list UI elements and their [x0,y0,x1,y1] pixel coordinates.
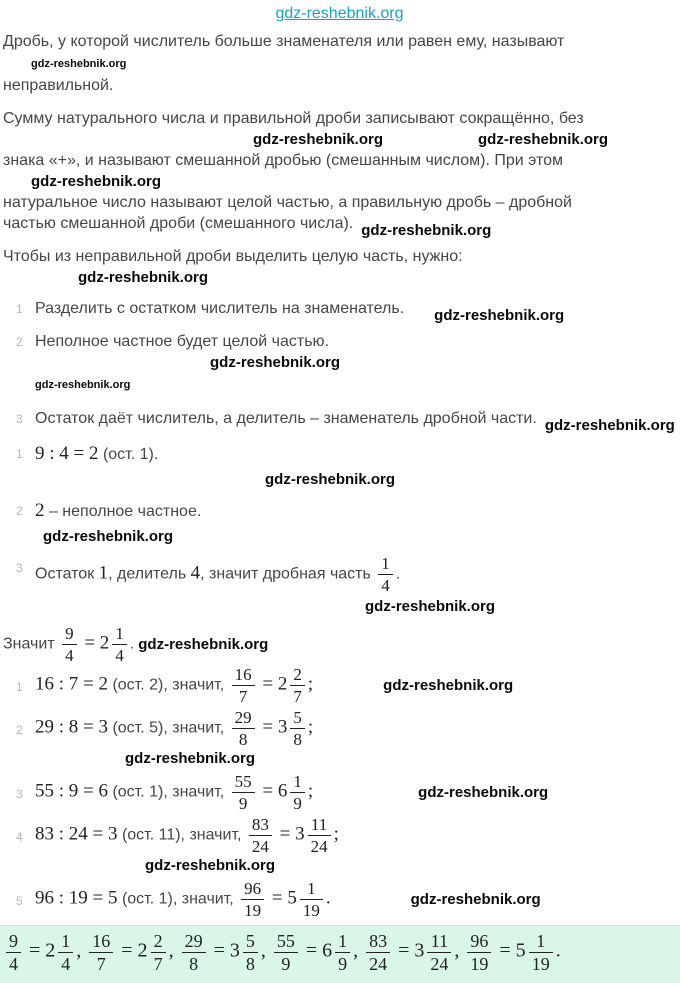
body-text: Остаток даёт числитель, а делитель – знаменатель дробной части. [35,410,537,427]
math-text: = 3 [257,716,288,738]
fraction-denominator: 4 [61,954,71,974]
watermark-text: gdz-reshebnik.org [544,417,675,434]
list-item [3,298,676,324]
watermark-text: gdz-reshebnik.org [434,307,565,324]
fraction [232,666,255,705]
body-text: (ост. 1), значит, [108,783,229,801]
fraction-numerator: 11 [427,932,451,953]
fraction-numerator: 2 [290,666,305,686]
fraction-denominator: 4 [65,646,74,665]
body-text: (ост. 5), значит, [108,719,229,737]
fraction-numerator: 9 [62,625,77,645]
body-text: (ост. 11), значит, [117,826,246,844]
text-line [3,192,676,213]
math-text: = 3 [274,823,305,845]
list-item-number: 2 [16,504,23,518]
list-item-content [35,441,676,492]
list-item-number: 3 [16,561,23,575]
text-line [35,524,676,549]
fraction-numerator: 1 [529,932,553,953]
math-text: 9 : 4 = 2 [35,443,99,464]
text-line [3,52,676,75]
math-text: = 3 [393,939,425,962]
example-9-divided-4 [3,441,676,619]
list-item [3,498,676,549]
fraction [62,625,77,664]
watermark-text: gdz-reshebnik.org [31,173,162,190]
math-text: 96 : 19 = 5 [35,887,118,909]
fraction-denominator: 8 [245,954,255,974]
text-line [35,352,676,373]
fraction-denominator: 24 [369,954,388,974]
fraction [274,932,298,973]
body-text: Дробь, у которой числитель больше знаменателя или равен ему, называют [3,33,565,50]
math-text: 83 : 24 = 3 [35,823,118,845]
text-line [35,408,676,434]
list-item-content [35,666,676,705]
text-line [3,267,676,288]
text-line [3,75,676,96]
fraction-numerator: 1 [378,555,393,575]
fraction [290,709,305,748]
list-item [3,880,676,919]
list-item [3,441,676,492]
watermark-text: gdz-reshebnik.org [31,58,127,70]
text-line [35,773,676,812]
fraction-numerator: 29 [232,709,255,729]
list-item [3,666,676,705]
math-text: = 3 [208,939,240,962]
fraction [151,932,166,973]
fraction [290,773,305,812]
text-line [3,150,676,171]
math-text: , [168,939,179,962]
fraction-numerator: 55 [232,773,255,793]
watermark-text: gdz-reshebnik.org [210,354,341,371]
text-line [35,555,676,594]
list-item-content [35,880,676,919]
math-text: , [76,939,87,962]
body-text: . [129,635,135,653]
how-to-extract-whole-part [3,246,676,288]
fraction-numerator: 55 [274,932,298,953]
list-item-number: 4 [16,830,23,844]
list-item-number: 1 [16,447,23,461]
answers-summary [0,925,680,983]
fraction-denominator: 19 [244,901,262,920]
fraction [335,932,350,973]
fraction-denominator: 9 [281,954,291,974]
definition-mixed-number [3,108,676,239]
text-line [3,108,676,129]
list-item [3,773,676,812]
body-text: (ост. 1), значит, [117,890,239,908]
fraction-denominator: 19 [302,901,320,920]
watermark-text: gdz-reshebnik.org [78,269,209,286]
body-text: Чтобы из неправильной дроби выделить целую часть, нужно: [3,248,463,265]
math-text: 4 [190,562,201,584]
fraction-denominator: 8 [238,730,248,749]
math-text: 16 : 7 = 2 [35,673,108,695]
fraction [241,880,264,919]
fraction-numerator: 96 [241,880,264,900]
fraction-numerator: 9 [6,932,21,953]
fraction [529,932,553,973]
definition-improper-fraction [3,31,676,96]
fraction-numerator: 11 [308,816,331,836]
text-line [3,213,676,239]
fraction-denominator: 7 [238,687,248,706]
watermark-text: gdz-reshebnik.org [253,131,384,148]
fraction [232,773,255,812]
list-item-number: 3 [16,412,23,426]
math-text: 55 : 9 = 6 [35,780,108,802]
body-text: частью смешанной дроби (смешанного числа). [3,215,354,232]
text-line [35,373,676,396]
math-text: ; [333,823,339,845]
fraction-denominator: 9 [238,794,248,813]
fraction-denominator: 9 [338,954,348,974]
body-text: знака «+», и называют смешанной дробью (смешанным числом). При этом [3,152,563,169]
text-line [35,880,676,919]
math-text: ; [307,673,314,695]
math-text: = 2 [116,939,148,962]
list-item-number: 1 [16,302,23,316]
fraction-numerator: 1 [112,625,127,645]
fraction-denominator: 8 [189,954,199,974]
list-item-content [35,816,676,876]
body-text: Сумму натурального числа и правильной дроби записывают сокращённо, без [3,110,584,127]
fraction [243,932,258,973]
fraction [6,932,21,973]
list-item [3,331,676,396]
fraction-numerator: 29 [182,932,206,953]
conversions-list [3,666,676,919]
watermark-text: gdz-reshebnik.org [145,857,276,874]
fraction-numerator: 1 [300,880,323,900]
math-text: = 2 [24,939,56,962]
math-text: , [454,939,465,962]
fraction [232,709,255,748]
site-link[interactable]: gdz-reshebnik.org [275,5,404,22]
fraction-numerator: 16 [89,932,113,953]
watermark-text: gdz-reshebnik.org [410,890,541,908]
math-text: , [353,939,364,962]
fraction-denominator: 7 [293,687,302,706]
text-line [35,331,676,352]
fraction-numerator: 16 [232,666,255,686]
body-text: . [395,565,401,583]
list-item-content [35,773,676,812]
list-item [3,816,676,876]
body-text: Неполное частное будет целой частью. [35,333,329,350]
fraction-denominator: 4 [381,576,390,595]
fraction-numerator: 96 [467,932,491,953]
body-text: Значит [3,635,60,653]
fraction-numerator: 5 [243,932,258,953]
math-text: . [555,939,561,962]
body-text: Остаток [35,565,99,583]
text-line [3,129,676,150]
fraction [378,555,393,594]
text-line [3,246,676,267]
text-line [35,441,676,467]
fraction [182,932,206,973]
fraction [89,932,113,973]
watermark-text: gdz-reshebnik.org [478,131,609,148]
watermark-text: gdz-reshebnik.org [418,783,549,801]
math-text: = 2 [257,673,288,695]
body-text: натуральное число называют целой частью, а правильную дробь – дробной [3,194,572,211]
fraction-numerator: 1 [290,773,305,793]
fraction [467,932,491,973]
list-item-content [35,498,676,549]
fraction [366,932,390,973]
body-text: , значит дробная часть [200,565,376,583]
math-text: . [325,887,331,909]
watermark-text: gdz-reshebnik.org [35,379,131,391]
fraction [58,932,73,973]
math-text: = 5 [494,939,526,962]
body-text: неправильной. [3,77,114,94]
math-text: 1 [98,562,109,584]
math-text: = 2 [79,632,110,654]
text-line [3,31,676,52]
list-item-content [35,331,676,396]
list-item-number: 3 [16,787,23,801]
body-text: Разделить с остатком числитель на знаменатель. [35,300,405,317]
text-line [35,709,676,748]
body-text: – неполное частное. [44,503,202,520]
watermark-text: gdz-reshebnik.org [43,528,174,545]
fraction [427,932,451,973]
content [3,31,676,983]
math-text: ; [307,716,314,738]
fraction [290,666,305,705]
list-item [3,555,676,619]
fraction-numerator: 1 [335,932,350,953]
watermark-text: gdz-reshebnik.org [365,598,496,615]
list-item-content [35,408,676,434]
list-item [3,408,676,434]
list-item-content [35,555,676,619]
text-line [3,171,676,192]
fraction [249,816,272,855]
fraction-denominator: 8 [293,730,302,749]
watermark-text: gdz-reshebnik.org [383,676,514,694]
math-text: 2 [35,500,45,521]
list-item-number: 5 [16,894,23,908]
fraction-denominator: 7 [96,954,106,974]
fraction [308,816,331,855]
math-text: ; [307,780,314,802]
math-text: = 5 [267,887,297,909]
text-line [35,816,676,855]
text-line [35,666,676,705]
fraction-denominator: 4 [115,646,124,665]
fraction-denominator: 7 [153,954,163,974]
fraction-denominator: 4 [9,954,18,974]
watermark-text: gdz-reshebnik.org [361,222,492,239]
fraction-numerator: 83 [366,932,390,953]
math-text: = 6 [300,939,333,962]
steps-list [3,298,676,434]
watermark-text: gdz-reshebnik.org [265,471,396,488]
header [3,5,676,23]
fraction-numerator: 83 [249,816,272,836]
math-text: = 6 [257,780,288,802]
watermark-text: gdz-reshebnik.org [125,750,256,767]
list-item-number: 1 [16,680,23,694]
watermark-text: gdz-reshebnik.org [138,635,269,653]
fraction [112,625,127,664]
list-item-content [35,298,676,324]
fraction-numerator: 5 [290,709,305,729]
fraction-denominator: 24 [430,954,449,974]
body-text: (ост. 2), значит, [108,676,229,694]
fraction-numerator: 2 [151,932,166,953]
body-text: (ост. 1). [98,446,159,463]
list-item [3,709,676,769]
fraction-denominator: 19 [470,954,489,974]
math-text: , [260,939,271,962]
text-line [35,498,676,524]
fraction-denominator: 19 [531,954,550,974]
text-line [35,594,676,619]
text-line [35,298,676,324]
text-line [35,855,676,876]
fraction-numerator: 1 [58,932,73,953]
list-item-number: 2 [16,723,23,737]
list-item-content [35,709,676,769]
fraction-denominator: 9 [293,794,302,813]
body-text: , делитель [108,565,191,583]
text-line [35,748,676,769]
text-line [35,467,676,492]
conclusion-line [3,625,676,664]
list-item-number: 2 [16,335,23,349]
math-text: 29 : 8 = 3 [35,716,108,738]
fraction-denominator: 24 [310,837,328,856]
fraction-denominator: 24 [251,837,269,856]
fraction [300,880,323,919]
